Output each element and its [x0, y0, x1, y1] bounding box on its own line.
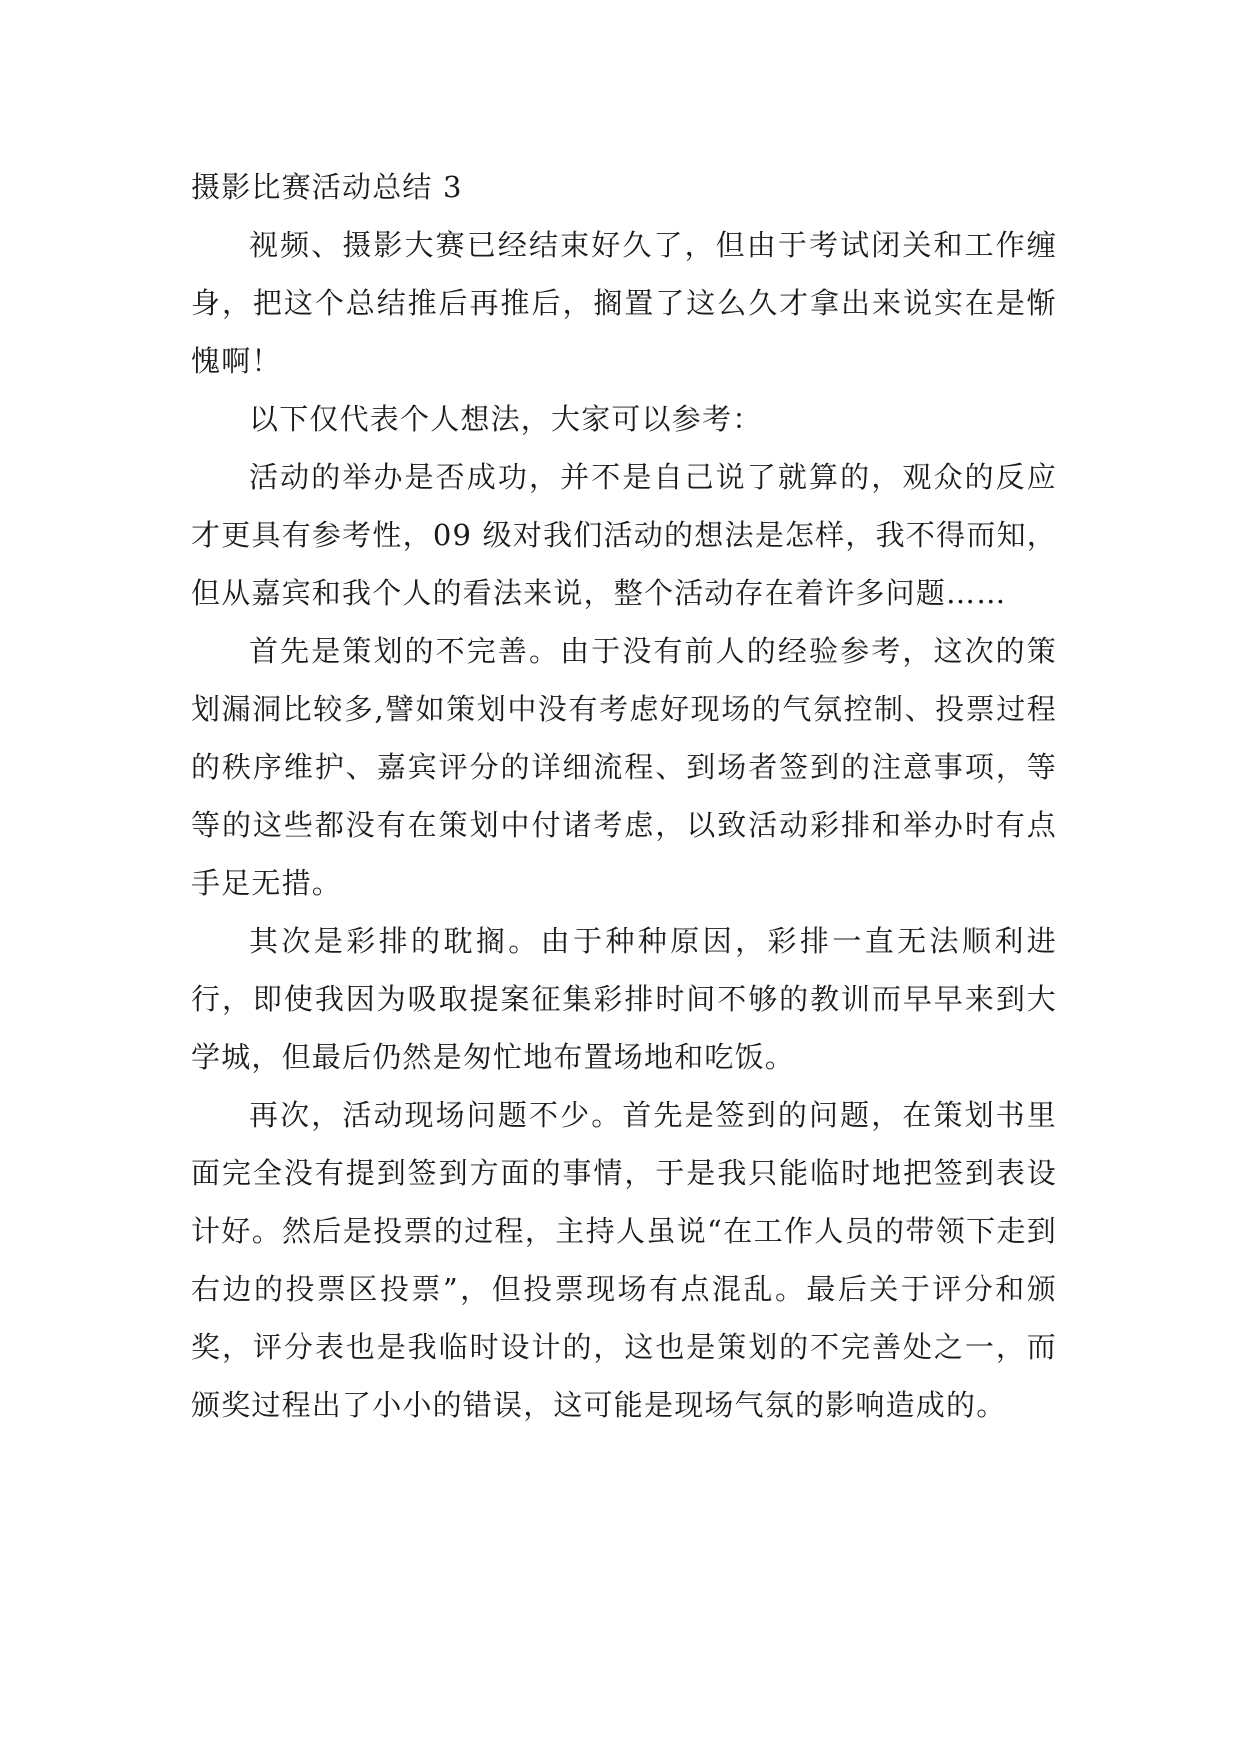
paragraph-intro: 视频、摄影大赛已经结束好久了，但由于考试闭关和工作缠身，把这个总结推后再推后，搁置了这么久才拿出来说实在是惭愧啊！ [191, 228, 1057, 378]
paragraph-success-evaluation: 活动的举办是否成功，并不是自己说了就算的，观众的反应才更具有参考性，09 级对我们活动的想法是怎样，我不得而知，但从嘉宾和我个人的看法来说，整个活动存在着许多问题…… [191, 460, 1057, 610]
paragraph-onsite-issues: 再次，活动现场问题不少。首先是签到的问题，在策划书里面完全没有提到签到方面的事情，于是我只能临时地把签到表设计好。然后是投票的过程，主持人虽说“在工作人员的带领下走到右边的投票区投票”，但投票现场有点混乱。最后关于评分和颁奖，评分表也是我临时设计的，这也是策划的不完善处之一，而颁奖过程出了小小的错误，这可能是现场气氛的影响造成的。 [191, 1098, 1057, 1422]
paragraph-planning-issues: 首先是策划的不完善。由于没有前人的经验参考，这次的策划漏洞比较多,譬如策划中没有考虑好现场的气氛控制、投票过程的秩序维护、嘉宾评分的详细流程、到场者签到的注意事项，等等的这些都没有在策划中付诸考虑，以致活动彩排和举办时有点手足无措。 [191, 634, 1057, 900]
document-body [191, 158, 1057, 1434]
paragraph-rehearsal-delay: 其次是彩排的耽搁。由于种种原因，彩排一直无法顺利进行，即使我因为吸取提案征集彩排时间不够的教训而早早来到大学城，但最后仍然是匆忙地布置场地和吃饭。 [191, 924, 1057, 1074]
paragraph-disclaimer: 以下仅代表个人想法，大家可以参考： [249, 402, 763, 436]
document-title: 摄影比赛活动总结 3 [191, 170, 463, 204]
